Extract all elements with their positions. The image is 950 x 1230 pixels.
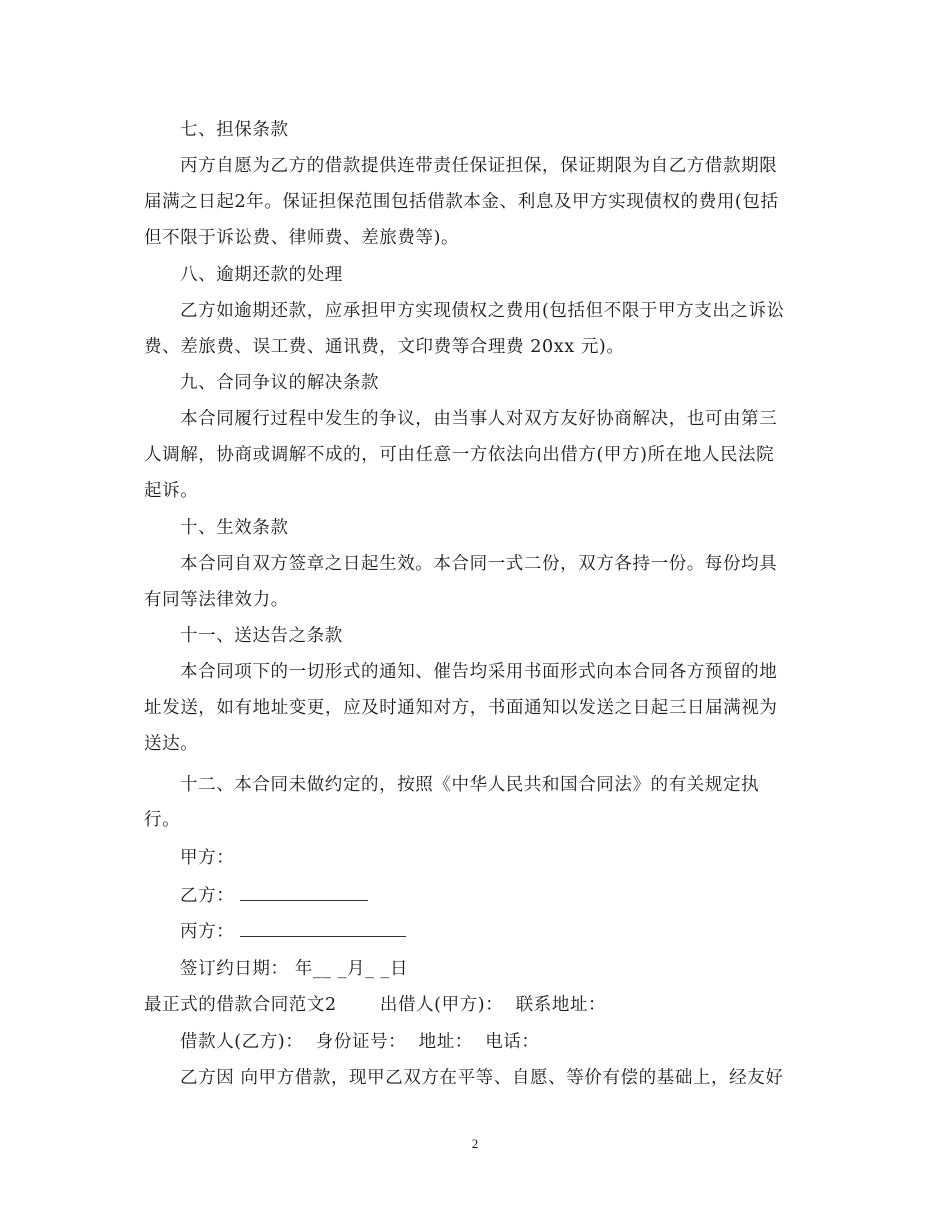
signature-blank-line: [240, 920, 406, 937]
party-b-label: 乙方：: [180, 886, 235, 906]
page-number: 2: [471, 1136, 479, 1151]
next-document-title: 最正式的借款合同范文2 出借人(甲方)： 联系地址：: [144, 995, 607, 1015]
paragraph-line: 费、差旅费、误工费、通讯费，文印费等合理费 20xx 元)。: [144, 337, 625, 357]
paragraph-line: 本合同履行过程中发生的争议，由当事人对双方友好协商解决，也可由第三: [180, 409, 778, 429]
paragraph-line: 起诉。: [144, 481, 199, 501]
party-b-signature: [180, 884, 850, 908]
paragraph-line: 人调解，协商或调解不成的，可由任意一方依法向出借方(甲方)所在地人民法院: [144, 445, 775, 465]
clause-12-line: 十二、本合同未做约定的，按照《中华人民共和国合同法》的有关规定执: [180, 775, 760, 795]
paragraph-line: 但不限于诉讼费、律师费、差旅费等)。: [144, 228, 460, 248]
paragraph-line: 乙方因 向甲方借款，现甲乙双方在平等、自愿、等价有偿的基础上，经友好: [180, 1068, 784, 1088]
clause-10-heading: 十、生效条款: [180, 518, 289, 538]
paragraph-line: 届满之日起2年。保证担保范围包括借款本金、利息及甲方实现债权的费用(包括: [144, 192, 779, 212]
party-a-signature: [180, 846, 850, 870]
clause-7-heading: 七、担保条款: [180, 120, 289, 140]
clause-9-heading: 九、合同争议的解决条款: [180, 373, 380, 393]
paragraph-line: 送达。: [144, 734, 199, 754]
party-a-label: 甲方：: [180, 848, 235, 868]
paragraph-line: 行。: [144, 810, 181, 830]
party-c-signature: [180, 920, 850, 944]
sign-date: 签订约日期： 年__ _月_ _日: [180, 959, 409, 979]
party-c-label: 丙方：: [180, 922, 235, 942]
clause-8-heading: 八、逾期还款的处理: [180, 265, 343, 285]
paragraph-line: 乙方如逾期还款，应承担甲方实现债权之费用(包括但不限于甲方支出之诉讼: [180, 301, 785, 321]
borrower-info-line: 借款人(乙方)： 身份证号： 地址： 电话：: [180, 1032, 540, 1052]
paragraph-line: 本合同项下的一切形式的通知、催告均采用书面形式向本合同各方预留的地: [180, 662, 778, 682]
paragraph-line: 有同等法律效力。: [144, 590, 289, 610]
clause-11-heading: 十一、送达告之条款: [180, 626, 343, 646]
paragraph-line: 丙方自愿为乙方的借款提供连带责任保证担保，保证期限为自乙方借款期限: [180, 156, 778, 176]
paragraph-line: 址发送，如有地址变更，应及时通知对方，书面通知以发送之日起三日届满视为: [144, 698, 778, 718]
signature-blank-line: [240, 884, 368, 901]
paragraph-line: 本合同自双方签章之日起生效。本合同一式二份，双方各持一份。每份均具: [180, 554, 778, 574]
